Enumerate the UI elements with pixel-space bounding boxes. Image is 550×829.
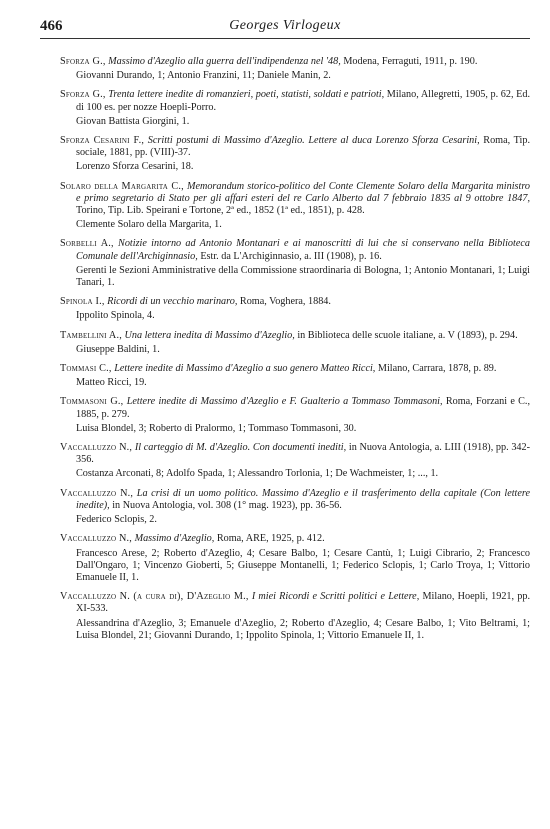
entry-publication: Milano, Hoepli, 1921, pp. XI-533.	[76, 591, 531, 615]
entry-correspondents: Francesco Arese, 2; Roberto d'Azeglio, 4; Cesare Balbo, 1; Cesare Cantù, 1; Luigi Cibrario, 2; Francesco Dall'Ongaro, 1; Vincenzo Gioberti, 5; Giuseppe Montanelli, 1; Federico Sclopis, 1; Carlo Troya, 1; Vittorio Emanuele II, 1.	[76, 547, 530, 583]
entry-title: Massimo d'Azeglio alla guerra dell'indipendenza nel '48,	[108, 56, 341, 67]
entry-correspondents: Costanza Arconati, 8; Adolfo Spada, 1; Alessandro Torlonia, 1; De Wachmeister, 1; ..., 1.	[76, 468, 439, 480]
entry-correspondents: Giovan Battista Giorgini, 1.	[76, 115, 190, 127]
citation	[60, 89, 530, 113]
entry-publication: Roma, Tip. sociale, 1881, pp. (VIII)-37.	[76, 135, 530, 159]
bibliography-entry	[60, 181, 530, 232]
bibliography-entry	[60, 89, 530, 128]
entry-title: Memorandum storico-politico del Conte Clemente Solaro della Margarita ministro e primo segretario di Stato per gli affari esteri del re Carlo Alberto dal 7 febbraio 1835 al 9 ottobre 1847,	[76, 180, 531, 204]
citation	[60, 396, 530, 420]
entry-publication: Milano, Allegretti, 1905, p. 62, Ed. di 100 es. per nozze Hoepli-Porro.	[76, 89, 530, 113]
entry-title: La crisi di un uomo politico. Massimo d'Azeglio e il trasferimento della capitale (Con lettere inedite),	[76, 487, 531, 511]
entry-author: Spinola I.,	[60, 296, 105, 308]
citation	[60, 296, 530, 308]
citation	[60, 533, 530, 545]
entry-author: Tambellini A.,	[60, 329, 122, 341]
entry-correspondents: Matteo Ricci, 19.	[76, 377, 147, 389]
entry-author: Vaccalluzzo N. (a cura di), D'Azeglio M.,	[60, 591, 249, 603]
entry-title: Una lettera inedita di Massimo d'Azeglio,	[124, 329, 295, 341]
header-rule	[40, 38, 530, 39]
bibliography-entry	[60, 533, 530, 584]
bibliography-list	[60, 56, 530, 649]
entry-author: Tommasi C.,	[60, 363, 112, 375]
entry-publication: in Nuova Antologia, a. LIII (1918), pp. 342-356.	[76, 442, 531, 466]
bibliography-entry	[60, 296, 530, 322]
entry-title: Scritti postumi di Massimo d'Azeglio. Lettere al duca Lorenzo Sforza Cesarini,	[147, 135, 480, 147]
page-header	[40, 16, 530, 40]
entry-title: Ricordi di un vecchio marinaro,	[107, 296, 238, 308]
entry-publication: Milano, Carrara, 1878, p. 89.	[377, 363, 497, 375]
entry-title: Il carteggio di M. d'Azeglio. Con documenti inediti,	[134, 442, 347, 454]
entry-publication: Roma, Voghera, 1884.	[239, 296, 331, 308]
entry-author: Sforza G.,	[60, 89, 106, 101]
entry-correspondents: Luisa Blondel, 3; Roberto di Pralormo, 1; Tommaso Tommasoni, 30.	[76, 422, 357, 434]
entry-publication: in Nuova Antologia, vol. 308 (1° mag. 1923), pp. 36-56.	[112, 499, 342, 511]
entry-correspondents: Ippolito Spinola, 4.	[76, 310, 155, 322]
bibliography-entry	[60, 396, 530, 435]
entry-author: Sforza Cesarini F.,	[60, 135, 145, 147]
bibliography-entry	[60, 363, 530, 389]
citation	[60, 135, 530, 159]
entry-title: Trenta lettere inedite di romanzieri, poeti, statisti, soldati e patrioti,	[108, 89, 385, 101]
citation	[60, 238, 530, 262]
entry-correspondents: Alessandrina d'Azeglio, 3; Emanuele d'Azeglio, 2; Roberto d'Azeglio, 4; Cesare Balbo, 1; Vito Beltrami, 1; Luisa Blondel, 21; Giovanni Durando, 1; Ippolito Spinola, 1; Vittorio Emanuele II, 1.	[76, 617, 530, 641]
entry-publication: Roma, ARE, 1925, p. 412.	[216, 533, 325, 545]
entry-author: Tommasoni G.,	[60, 396, 124, 408]
entry-correspondents: Giovanni Durando, 1; Antonio Franzini, 11; Daniele Manin, 2.	[76, 70, 331, 82]
bibliography-entry	[60, 56, 530, 82]
citation	[60, 330, 530, 342]
entry-title: Lettere inedite di Massimo d'Azeglio e F. Gualterio a Tommaso Tommasoni,	[126, 396, 443, 408]
citation	[60, 181, 530, 218]
citation	[60, 56, 530, 68]
bibliography-entry	[60, 591, 530, 642]
citation	[60, 488, 530, 512]
bibliography-entry	[60, 330, 530, 356]
bibliography-entry	[60, 135, 530, 174]
entry-author: Solaro della Margarita C.,	[60, 180, 184, 192]
entry-correspondents: Clemente Solaro della Margarita, 1.	[76, 219, 222, 231]
entry-correspondents: Federico Sclopis, 2.	[76, 514, 157, 526]
entry-author: Vaccalluzzo N.,	[60, 442, 133, 454]
entry-publication: Estr. da L'Archiginnasio, a. III (1908), p. 16.	[200, 250, 382, 262]
entry-publication: Torino, Tip. Lib. Speirani e Tortone, 2ª ed., 1852 (1ª ed., 1851), p. 428.	[76, 205, 365, 217]
entry-author: Vaccalluzzo N.,	[60, 533, 133, 545]
entry-publication: Modena, Ferraguti, 1911, p. 190.	[343, 56, 478, 67]
entry-title: Notizie intorno ad Antonio Montanari e ai manoscritti di lui che si conservano nella Biblioteca Comunale dell'Archiginnasio,	[76, 238, 530, 262]
entry-author: Sorbelli A.,	[60, 238, 114, 250]
citation	[60, 591, 530, 615]
entry-publication: in Biblioteca delle scuole italiane, a. V (1893), p. 294.	[297, 329, 518, 341]
bibliography-entry	[60, 442, 530, 481]
entry-correspondents: Gerenti le Sezioni Amministrative della Commissione straordinaria di Bologna, 1; Antonio Montanari, 1; Luigi Tanari, 1.	[76, 264, 530, 289]
bibliography-entry	[60, 488, 530, 527]
entry-title: Massimo d'Azeglio,	[134, 533, 215, 545]
running-title: Georges Virlogeux	[229, 18, 341, 33]
citation	[60, 363, 530, 375]
entry-title: Lettere inedite di Massimo d'Azeglio a suo genero Matteo Ricci,	[114, 363, 376, 375]
entry-author: Vaccalluzzo N.,	[60, 487, 134, 499]
entry-correspondents: Lorenzo Sforza Cesarini, 18.	[76, 161, 194, 173]
page-number: 466	[40, 18, 63, 34]
entry-title: I miei Ricordi e Scritti politici e Lettere,	[251, 591, 420, 603]
bibliography-entry	[60, 238, 530, 289]
entry-correspondents: Giuseppe Baldini, 1.	[76, 343, 160, 355]
entry-author: Sforza G.,	[60, 56, 106, 67]
entry-publication: Roma, Forzani e C., 1885, p. 279.	[76, 396, 531, 420]
citation	[60, 442, 530, 466]
